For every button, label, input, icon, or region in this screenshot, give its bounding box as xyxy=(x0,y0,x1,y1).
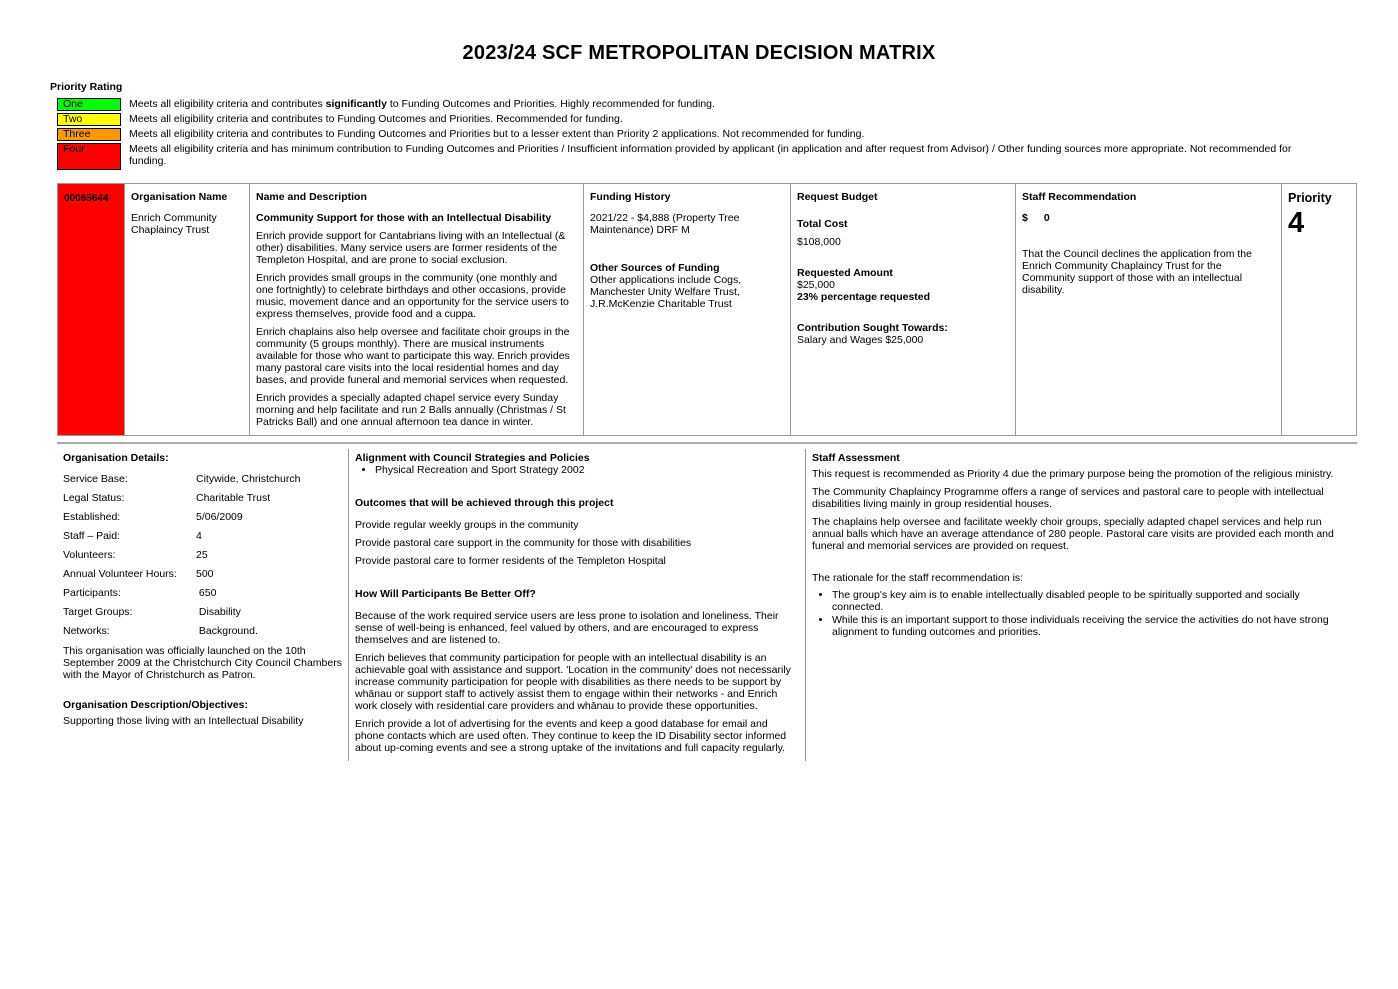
rationale-list xyxy=(812,589,1351,638)
alignment-outcomes xyxy=(348,449,806,761)
alignment-list xyxy=(355,464,799,476)
priority-rating-row xyxy=(57,113,1317,126)
org-name: Enrich Community Chaplaincy Trust xyxy=(131,212,217,236)
org-description: Supporting those living with an Intellectual Disability xyxy=(63,715,304,727)
detail-row: Legal Status: Charitable Trust xyxy=(63,492,271,504)
staff-recommendation-text: That the Council declines the application from the Enrich Community Chaplaincy Trust for the Community support of those with an intellectual disability. xyxy=(1022,248,1252,296)
total-cost-value: $108,000 xyxy=(797,236,841,248)
assessment-paragraph: This request is recommended as Priority 4 due the primary purpose being the promotion of the religious ministry. xyxy=(812,468,1334,480)
org-header: Organisation Name xyxy=(131,191,228,203)
funding-history-cell xyxy=(584,184,791,435)
project-title: Community Support for those with an Intellectual Disability xyxy=(256,212,552,224)
org-description-heading: Organisation Description/Objectives: xyxy=(63,699,248,711)
requested-value: $25,000 xyxy=(797,279,835,291)
page-title: 2023/24 SCF METROPOLITAN DECISION MATRIX xyxy=(462,42,936,64)
requested-label: Requested Amount xyxy=(797,267,893,279)
other-sources-header: Other Sources of Funding xyxy=(590,262,720,274)
name-description-cell xyxy=(250,184,584,435)
detail-row: Service Base: Citywide, Christchurch xyxy=(63,473,301,485)
better-off-heading: How Will Participants Be Better Off? xyxy=(355,588,536,600)
detail-row: Staff – Paid: 4 xyxy=(63,530,202,542)
priority-desc: Meets all eligibility criteria and contributes to Funding Outcomes and Priorities but to a lesser extent than Priority 2 applications. Not recommended for funding. xyxy=(129,128,865,140)
staff-amount: $ 0 xyxy=(1022,212,1050,224)
better-off-paragraph: Enrich believes that community participation for people with an intellectual disability is an achievable goal with assistance and support. 'Location in the community' does not necessarily increase community participation for people with disabilities as there needs to be support by whānau or support staff to actively assist them to engage within their networks - and Enrich work closely with residential care providers and whānau to provide these opportunities. xyxy=(355,652,791,712)
rationale-intro: The rationale for the staff recommendation is: xyxy=(812,572,1024,584)
list-item: • Physical Recreation and Sport Strategy 2002 xyxy=(375,464,799,476)
better-off-paragraph: Enrich provide a lot of advertising for the events and keep a good database for email and phone contacts which are used often. They continue to keep the ID Disability sector informed about up-coming events and see a strong uptake of the invitations and full capacity regularly. xyxy=(355,718,787,754)
detail-row: Volunteers: 25 xyxy=(63,549,208,561)
staff-assessment xyxy=(806,449,1357,761)
priority-rating-row xyxy=(57,143,1317,170)
priority-desc: Meets all eligibility criteria and contributes to Funding Outcomes and Priorities. Recommended for funding. xyxy=(129,113,623,125)
application-id: 00065644 xyxy=(58,184,125,435)
list-item: • The group's key aim is to enable intellectually disabled people to be spiritually supported and socially connected. xyxy=(832,589,1351,613)
priority-swatch-three: Three xyxy=(57,128,121,141)
description-paragraph: Enrich provide support for Cantabrians living with an Intellectual (& other) disabilities. Many service users are former residents of the Templeton Hospital, and are prone to social exclusion. xyxy=(256,230,566,266)
detail-row: Networks: Background. xyxy=(63,625,258,637)
priority-desc: Meets all eligibility criteria and has minimum contribution to Funding Outcomes and Priorities / Insufficient information provided by applicant (in application and after request from Advisor) / Other funding sources more appropriate. Not recommended for funding. xyxy=(129,143,1292,167)
priority-rating-heading: Priority Rating xyxy=(50,81,123,93)
description-paragraph: Enrich provides a specially adapted chapel service every Sunday morning and help facilitate and run 2 Balls annually (Christmas / St Patricks Ball) and one annual afternoon tea dance in winter. xyxy=(256,392,566,428)
request-budget-cell xyxy=(791,184,1016,435)
name-header: Name and Description xyxy=(256,191,367,203)
outcome-item: Provide pastoral care support in the community for those with disabilities xyxy=(355,537,692,549)
staff-recommendation-cell xyxy=(1016,184,1282,435)
request-header: Request Budget xyxy=(797,191,878,203)
detail-row: Participants: 650 xyxy=(63,587,217,599)
priority-header: Priority xyxy=(1288,191,1332,205)
detail-row: Target Groups: Disability xyxy=(63,606,241,618)
percentage-requested: 23% percentage requested xyxy=(797,291,931,303)
priority-rating-row xyxy=(57,128,1317,141)
description-paragraph: Enrich chaplains also help oversee and facilitate choir groups in the community (5 groups monthly). There are musical instruments available for those who want to participate this way. Enrich provides many pastoral care visits into the local residential homes and day bases, and provide funeral and memorial services when requested. xyxy=(256,326,570,386)
org-details-heading: Organisation Details: xyxy=(63,452,169,464)
outcomes-heading: Outcomes that will be achieved through this project xyxy=(355,497,614,509)
contribution-value: Salary and Wages $25,000 xyxy=(797,334,924,346)
priority-desc: Meets all eligibility criteria and contributes significantly to Funding Outcomes and Priorities. Highly recommended for funding. xyxy=(129,98,715,110)
outcome-item: Provide regular weekly groups in the community xyxy=(355,519,579,531)
priority-swatch-one: One xyxy=(57,98,121,111)
assessment-paragraph: The chaplains help oversee and facilitate weekly choir groups, specially adapted chapel services and help run annual balls which have an average attendance of 280 people. Pastoral care visits are provided each month and funeral and memorial services are provided on request. xyxy=(812,516,1334,552)
priority-swatch-four: Four xyxy=(57,143,121,170)
better-off-paragraph: Because of the work required service users are less prone to isolation and loneliness. Their sense of well-being is enhanced, feel valued by others, and are encouraged to express themselves and are listened to. xyxy=(355,610,779,646)
funding-history: 2021/22 - $4,888 (Property Tree Maintenance) DRF M xyxy=(590,212,740,236)
section-divider xyxy=(57,442,1357,444)
detail-row: Annual Volunteer Hours: 500 xyxy=(63,568,214,580)
detail-row: Established: 5/06/2009 xyxy=(63,511,243,523)
other-sources: Other applications include Cogs, Manchester Unity Welfare Trust, J.R.McKenzie Charitable Trust xyxy=(590,274,742,310)
description-paragraph: Enrich provides small groups in the community (one monthly and one fortnightly) to celebrate birthdays and other occasions, provide music, movement dance and an opportunity for the service users to express themselves, provide food and a cuppa. xyxy=(256,272,569,320)
priority-swatch-two: Two xyxy=(57,113,121,126)
priority-rating-row xyxy=(57,98,1317,111)
outcome-item: Provide pastoral care to former residents of the Templeton Hospital xyxy=(355,555,666,567)
priority-cell xyxy=(1282,184,1356,435)
list-item: • While this is an important support to those individuals receiving the service the activities do not have strong alignment to funding outcomes and priorities. xyxy=(832,614,1351,638)
total-cost-label: Total Cost xyxy=(797,218,848,230)
assessment-heading: Staff Assessment xyxy=(812,452,900,464)
contribution-label: Contribution Sought Towards: xyxy=(797,322,948,334)
organisation-details xyxy=(57,449,348,761)
assessment-paragraph: The Community Chaplaincy Programme offers a range of services and pastoral care to people with intellectual disabilities living mainly in group residential houses. xyxy=(812,486,1324,510)
details-section xyxy=(57,449,1357,761)
funding-header: Funding History xyxy=(590,191,671,203)
application-table xyxy=(57,183,1357,436)
launch-text: This organisation was officially launched on the 10th September 2009 at the Christchurch City Council Chambers with the Mayor of Christchurch as Patron. xyxy=(63,645,342,681)
staff-header: Staff Recommendation xyxy=(1022,191,1137,203)
organisation-cell xyxy=(125,184,250,435)
alignment-heading: Alignment with Council Strategies and Policies xyxy=(355,452,590,464)
priority-value: 4 xyxy=(1288,207,1305,239)
